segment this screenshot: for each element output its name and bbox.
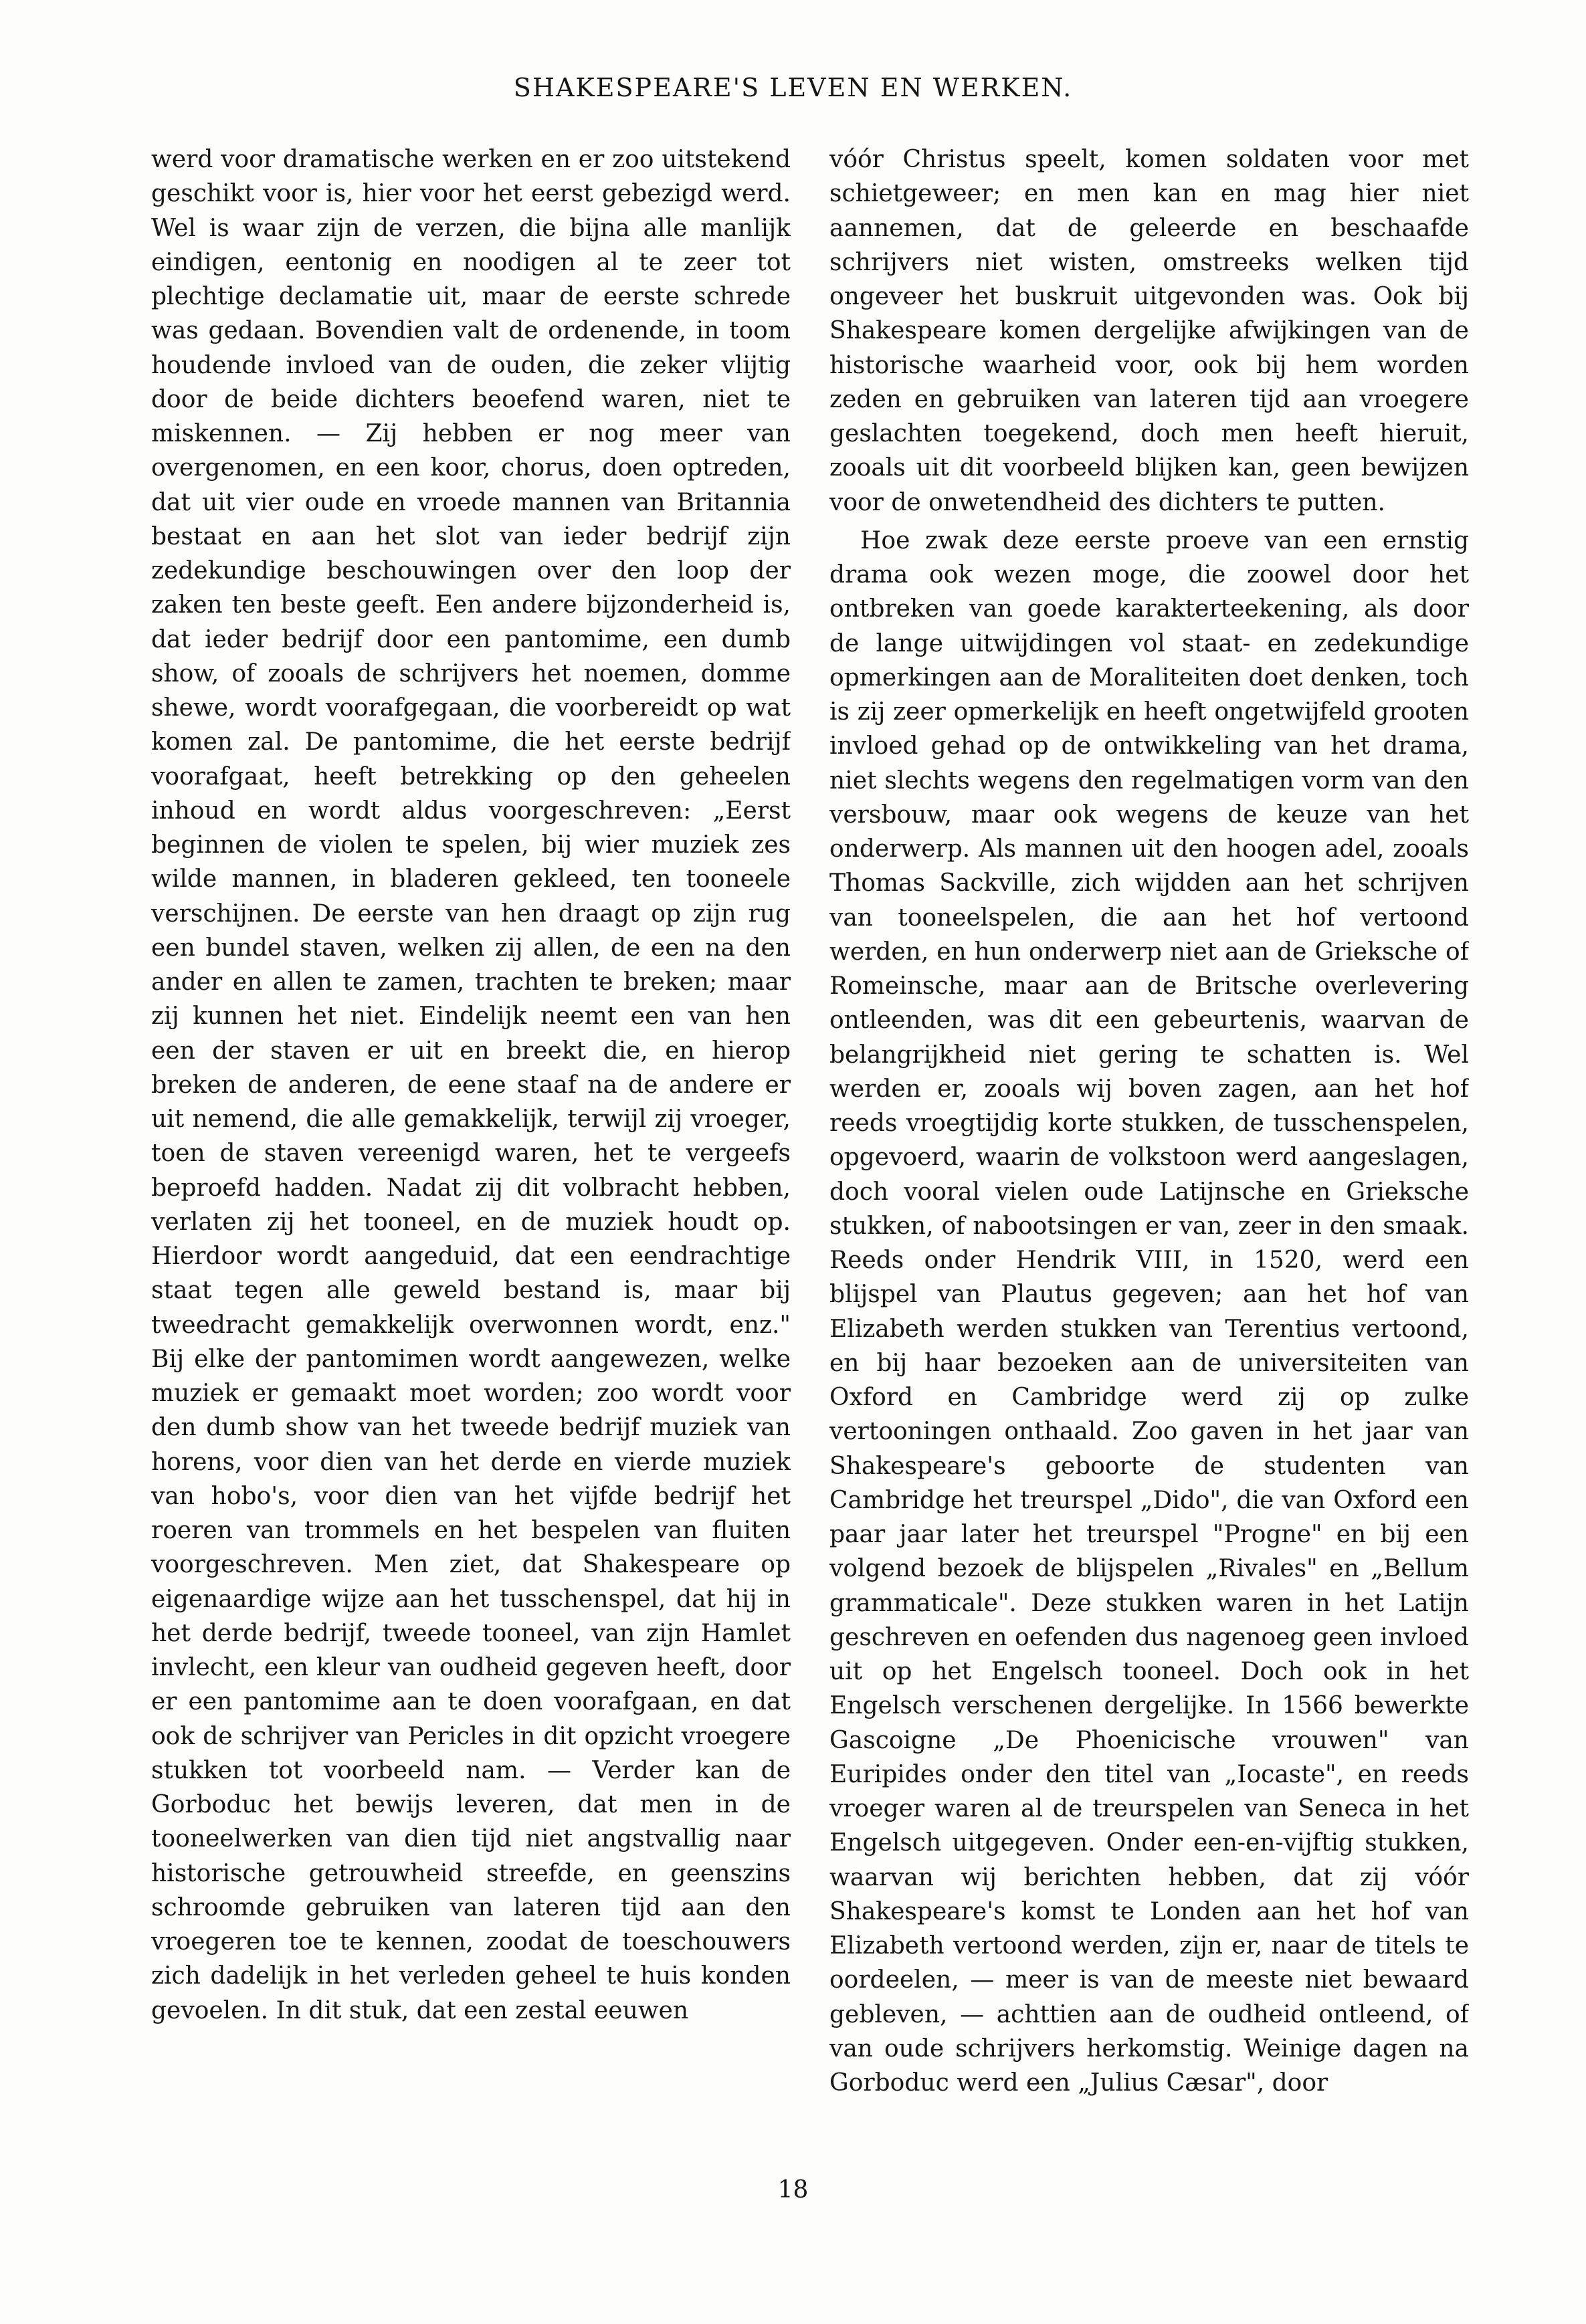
running-head: SHAKESPEARE'S LEVEN EN WERKEN. [513,73,1073,102]
right-text-column [829,142,1469,2216]
left-text-column [151,142,791,2216]
page-number: 18 [777,2176,809,2204]
left-column-paragraph: werd voor dramatische werken en er zoo uitstekend geschikt voor is, hier voor het eerst gebezigd werd. Wel is waar zijn de verzen, die bijna alle manlijk eindigen, eentonig en noodigen al te zeer tot plechtige declamatie uit, maar de eerste schrede was gedaan. Bovendien valt de ordenende, in toom houdende invloed van de ouden, die zeker vlijtig door de beide dichters beoefend waren, niet te miskennen. — Zij hebben er nog meer van overgenomen, en een koor, chorus, doen optreden, dat uit vier oude en vroede mannen van Britannia bestaat en aan het slot van ieder bedrijf zijn zedekundige beschouwingen over den loop der zaken ten beste geeft. Een andere bijzonderheid is, dat ieder bedrijf door een pantomime, een dumb show, of zooals de schrijvers het noemen, domme shewe, wordt voorafgegaan, die voorbereidt op wat komen zal. De pantomime, die het eerste bedrijf voorafgaat, heeft betrekking op den geheelen inhoud en wordt aldus voorgeschreven: „Eerst beginnen de violen te spelen, bij wier muziek zes wilde mannen, in bladeren gekleed, ten tooneele verschijnen. De eerste van hen draagt op zijn rug een bundel staven, welken zij allen, de een na den ander en allen te zamen, trachten te breken; maar zij kunnen het niet. Eindelijk neemt een van hen een der staven er uit en breekt die, en hierop breken de anderen, de eene staaf na de andere er uit nemend, die alle gemakkelijk, terwijl zij vroeger, toen de staven vereenigd waren, het te vergeefs beproefd hadden. Nadat zij dit volbracht hebben, verlaten zij het tooneel, en de muziek houdt op. Hierdoor wordt aangeduid, dat een eendrachtige staat tegen alle geweld bestand is, maar bij tweedracht gemakkelijk overwonnen wordt, enz." Bij elke der pantomimen wordt aangewezen, welke muziek er gemaakt moet worden; zoo wordt voor den dumb show van het tweede bedrijf muziek van horens, voor dien van het derde en vierde muziek van hobo's, voor dien van het vijfde bedrijf het roeren van trommels en het bespelen van fluiten voorgeschreven. Men ziet, dat Shakespeare op eigenaardige wijze aan het tusschenspel, dat hij in het derde bedrijf, tweede tooneel, van zijn Hamlet invlecht, een kleur van oudheid gegeven heeft, door er een pantomime aan te doen voorafgaan, en dat ook de schrijver van Pericles in dit opzicht vroegere stukken tot voorbeeld nam. — Verder kan de Gorboduc het bewijs leveren, dat men in de tooneelwerken van dien tijd niet angstvallig naar historische getrouwheid streefde, en geenszins schroomde gebruiken van lateren tijd aan den vroegeren toe te kennen, zoodat de toeschouwers zich dadelijk in het verleden geheel te huis konden gevoelen. In dit stuk, dat een zestal eeuwen [151,146,791,2024]
right-column-paragraph-1: vóór Christus speelt, komen soldaten voor met schietgeweer; en men kan en mag hier niet aannemen, dat de geleerde en beschaafde schrijvers niet wisten, omstreeks welken tijd ongeveer het buskruit uitgevonden was. Ook bij Shakespeare komen dergelijke afwijkingen van de historische waarheid voor, ook bij hem worden zeden en gebruiken van lateren tijd aan vroegere geslachten toegekend, doch men heeft hieruit, zooals uit dit voorbeeld blijken kan, geen bewijzen voor de onwetendheid des dichters te putten. [829,146,1469,516]
right-column-paragraph-2: Hoe zwak deze eerste proeve van een ernstig drama ook wezen moge, die zoowel door het ontbreken van goede karakterteekening, als door de lange uitwijdingen vol staat- en zedekundige opmerkingen aan de Moraliteiten doet denken, toch is zij zeer opmerkelijk en heeft ongetwijfeld grooten invloed gehad op de ontwikkeling van het drama, niet slechts wegens den regelmatigen vorm van den versbouw, maar ook wegens de keuze van het onderwerp. Als mannen uit den hoogen adel, zooals Thomas Sackville, zich wijdden aan het schrijven van tooneelspelen, die aan het hof vertoond werden, en hun onderwerp niet aan de Grieksche of Romeinsche, maar aan de Britsche overlevering ontleenden, was dit een gebeurtenis, waarvan de belangrijkheid niet gering te schatten is. Wel werden er, zooals wij boven zagen, aan het hof reeds vroegtijdig korte stukken, de tusschenspelen, opgevoerd, waarin de volkstoon werd aangeslagen, doch vooral vielen oude Latijnsche en Grieksche stukken, of nabootsingen er van, zeer in den smaak. Reeds onder Hendrik VIII, in 1520, werd een blijspel van Plautus gegeven; aan het hof van Elizabeth werden stukken van Terentius vertoond, en bij haar bezoeken aan de universiteiten van Oxford en Cambridge werd zij op zulke vertooningen onthaald. Zoo gaven in het jaar van Shakespeare's geboorte de studenten van Cambridge het treurspel „Dido", die van Oxford een paar jaar later het treurspel "Progne" en bij een volgend bezoek de blijspelen „Rivales" en „Bellum grammaticale". Deze stukken waren in het Latijn geschreven en oefenden dus nagenoeg geen invloed uit op het Engelsch tooneel. Doch ook in het Engelsch verschenen dergelijke. In 1566 bewerkte Gascoigne „De Phoenicische vrouwen" van Euripides onder den titel van „Iocaste", en reeds vroeger waren al de treurspelen van Seneca in het Engelsch uitgegeven. Onder een-en-vijftig stukken, waarvan wij berichten hebben, dat zij vóór Shakespeare's komst te Londen aan het hof van Elizabeth vertoond werden, zijn er, naar de titels te oordeelen, — meer is van de meeste niet bewaard gebleven, — achttien aan de oudheid ontleend, of van oude schrijvers herkomstig. Weinige dagen na Gorboduc werd een „Julius Cæsar", door [829,526,1469,2097]
